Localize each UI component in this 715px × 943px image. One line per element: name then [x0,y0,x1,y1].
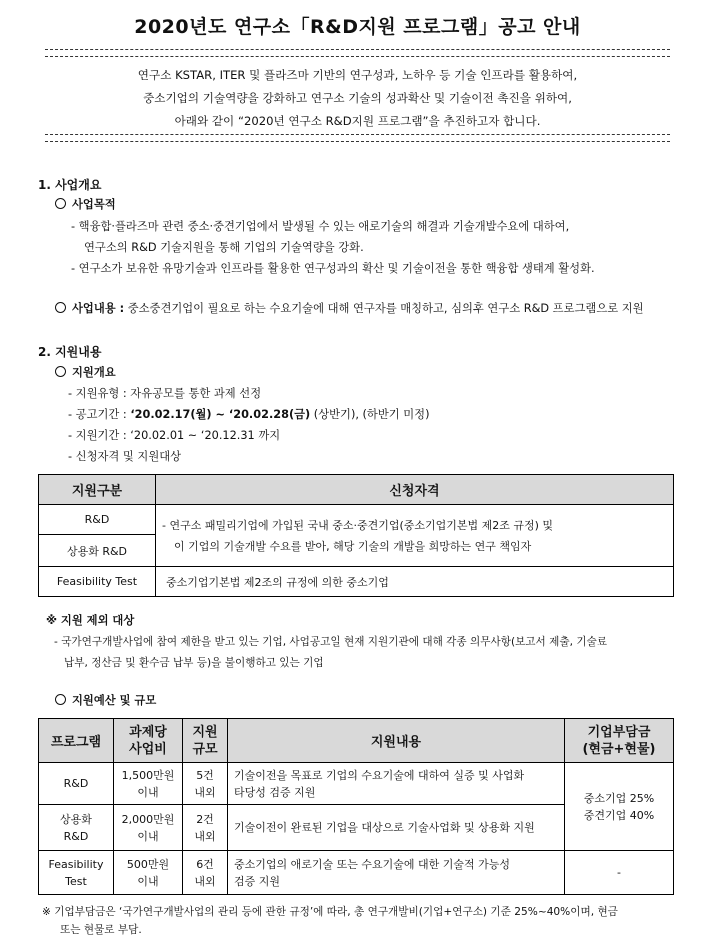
cell-line: 1,500만원 [121,768,175,782]
table-cell [183,851,228,895]
content-row [55,300,644,316]
content-text: 중소중견기업이 필요로 하는 수요기술에 대해 연구자를 매칭하고, 심의후 연구소 R&D 프로그램으로 지원 [127,302,644,315]
cell-line: 이내 [137,829,159,843]
support-type: - 지원유형 : 자유공모를 통한 과제 선정 [68,387,262,400]
intro-block [40,64,675,133]
footnote: ※ 기업부담금은 ‘국가연구개발사업의 관리 등에 관한 규정’에 따라, 총 연구개발비(기업+연구소) 기준 25%~40%이며, 현금 [42,906,618,918]
purpose-label-row [55,196,116,212]
table-cell: 상용화 R&D [39,535,156,567]
eligibility-text: 이 기업의 기술개발 수요를 받아, 해당 기술의 개발을 희망하는 연구 책임자 [174,539,532,553]
cell-line: 2,000만원 [121,812,175,826]
exclusion-heading: ※ 지원 제외 대상 [46,614,135,627]
cell-line: 타당성 검증 지원 [234,785,316,799]
section2-heading: 2. 지원내용 [38,345,102,359]
support-period: - 지원기간 : ‘20.02.01 ~ ‘20.12.31 까지 [68,429,281,442]
exclusion-text: - 국가연구개발사업에 참여 제한을 받고 있는 기업, 사업공고일 현재 지원기관에 대해 각종 의무사항(보고서 제출, 기술료 [54,636,608,648]
cell-line: 이내 [137,785,159,799]
header-line: 기업부담금 [587,724,651,740]
section1-heading: 1. 사업개요 [38,178,102,192]
cell-line: 내외 [194,874,216,888]
cell-line: 중소기업 25% [583,791,655,805]
table-header [183,719,228,763]
table-cell: Feasibility Test [39,567,156,597]
divider-top [45,49,670,57]
budget-table [38,718,674,895]
cell-line: Feasibility [48,857,104,871]
cell-line: 이내 [137,874,159,888]
header-line: (현금+현물) [582,741,656,757]
overview-label: 지원개요 [72,366,116,379]
header-line: 사업비 [129,741,167,757]
eligibility-table [38,474,674,597]
cell-line: 내외 [194,785,216,799]
divider-bottom [45,134,670,142]
table-cell: R&D [39,505,156,535]
table-header: 지원구분 [39,475,156,505]
announce-period-prefix: - 공고기간 : [68,408,131,421]
header-line: 과제당 [129,724,167,740]
table-header: 신청자격 [156,475,674,505]
announce-period [68,406,430,422]
circle-bullet-icon [55,694,66,705]
cell-line: 6건 [196,857,214,871]
table-header [565,719,674,763]
table-cell: - [565,851,674,895]
eligibility-text: - 연구소 패밀리기업에 가입된 국내 중소·중견기업(중소기업기본법 제2조 규정) 및 [162,518,554,532]
purpose-item: - 연구소가 보유한 유망기술과 인프라를 활용한 연구성과의 확산 및 기술이전을 통한 핵융합 생태계 활성화. [71,262,595,275]
cell-line: 500만원 [126,857,170,871]
circle-bullet-icon [55,302,66,313]
content-label: 사업내용 : [72,302,125,315]
circle-bullet-icon [55,198,66,209]
table-cell [183,805,228,851]
cell-line: Test [65,874,87,888]
table-cell [114,805,183,851]
cell-line: 기술이전이 완료된 기업을 대상으로 기술사업화 및 상용화 지원 [234,821,535,834]
table-cell [228,851,565,895]
cell-line: 중견기업 40% [583,808,655,822]
cell-line: 상용화 [60,812,92,826]
table-cell [39,763,114,805]
circle-bullet-icon [55,366,66,377]
budget-label-row [55,692,156,708]
intro-line: 중소기업의 기술역량을 강화하고 연구소 기술의 성과확산 및 기술이전 촉진을 위하여, [143,91,572,105]
cell-line: 내외 [194,829,216,843]
intro-line: 연구소 KSTAR, ITER 및 플라즈마 기반의 연구성과, 노하우 등 기술 인프라를 활용하여, [137,68,578,82]
announce-period-suffix: (상반기), (하반기 미정) [310,408,430,421]
announce-period-dates: ‘20.02.17(월) ~ ‘20.02.28(금) [130,408,311,421]
table-cell [114,851,183,895]
table-cell [39,851,114,895]
cell-line: 기술이전을 목표로 기업의 수요기술에 대하여 실증 및 사업화 [234,768,525,782]
table-header: 프로그램 [39,719,114,763]
cell-line: R&D [63,777,89,790]
cell-line: 5건 [196,768,214,782]
table-cell: 중소기업기본법 제2조의 규정에 의한 중소기업 [156,567,674,597]
purpose-item: - 핵융합·플라즈마 관련 중소·중견기업에서 발생될 수 있는 애로기술의 해결과 기술개발수요에 대하여, [71,220,570,233]
table-cell-merged [565,763,674,851]
page-title: 2020년도 연구소「R&D지원 프로그램」공고 안내 [134,16,581,38]
table-header [114,719,183,763]
footnote: 또는 현물로 부담. [60,924,142,936]
table-cell [228,763,565,805]
intro-line: 아래와 같이 “2020년 연구소 R&D지원 프로그램”을 추진하고자 합니다. [174,114,541,128]
cell-line: R&D [63,829,89,843]
purpose-label: 사업목적 [72,198,116,211]
header-line: 규모 [192,741,218,757]
cell-line: 중소기업의 애로기술 또는 수요기술에 대한 기술적 가능성 [234,857,511,871]
cell-line: 2건 [196,812,214,826]
exclusion-text: 납부, 정산금 및 환수금 납부 등)을 불이행하고 있는 기업 [64,657,324,669]
table-cell [39,805,114,851]
overview-label-row [55,364,116,380]
table-cell [183,763,228,805]
table-cell [114,763,183,805]
purpose-item: 연구소의 R&D 기술지원을 통해 기업의 기술역량을 강화. [84,241,364,254]
cell-line: 검증 지원 [234,874,281,888]
header-line: 지원 [192,724,218,740]
table-cell [228,805,565,851]
table-header: 지원내용 [228,719,565,763]
budget-label: 지원예산 및 규모 [72,694,157,707]
table-cell-merged [156,505,674,567]
eligibility-label: - 신청자격 및 지원대상 [68,450,182,463]
